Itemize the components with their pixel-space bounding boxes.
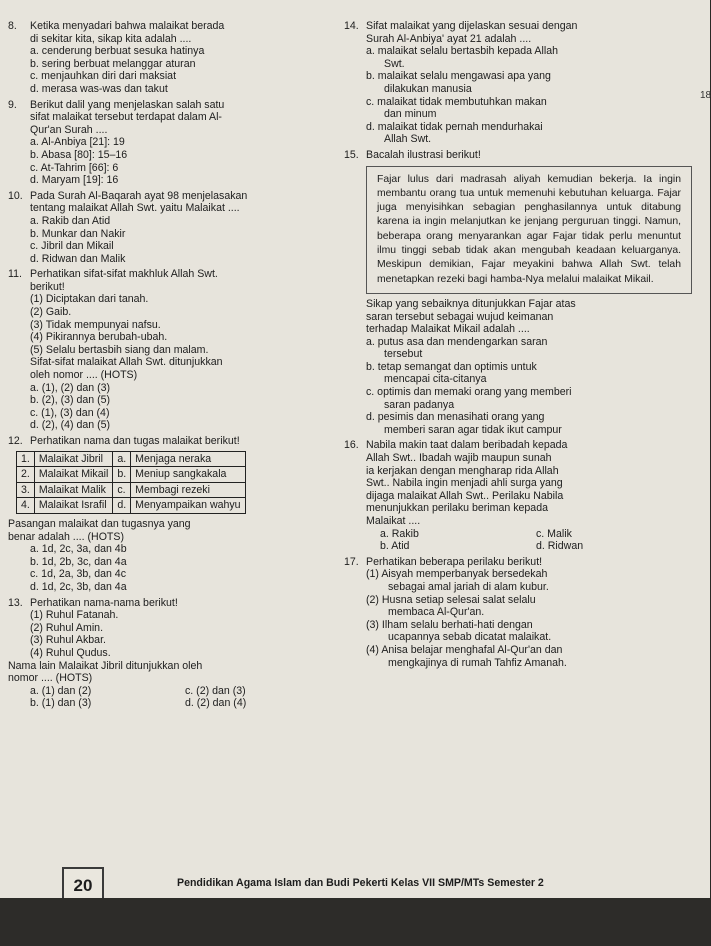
question-stem: Perhatikan nama dan tugas malaikat berikut! xyxy=(30,435,240,447)
option-b: b. Munkar dan Nakir xyxy=(30,227,126,240)
question-15 xyxy=(344,149,692,437)
question-stem: di sekitar kita, sikap kita adalah .... xyxy=(30,32,192,45)
option-a: a. (1), (2) dan (3) xyxy=(30,381,111,394)
question-stem: benar adalah .... (HOTS) xyxy=(8,530,124,543)
option-d: d. Ridwan dan Malik xyxy=(30,252,126,265)
option-a-cont: tersebut xyxy=(384,348,423,361)
table-cell: b. xyxy=(113,467,131,483)
table-row xyxy=(17,482,246,498)
question-stem: Sikap yang sebaiknya ditunjukkan Fajar atas xyxy=(366,297,576,310)
option-b: b. 1d, 2b, 3c, dan 4a xyxy=(30,555,127,568)
option-c: c. Malik xyxy=(536,527,572,540)
option-c-cont: dan minum xyxy=(384,108,437,121)
question-stem: Perhatikan beberapa perilaku berikut! xyxy=(366,555,543,568)
question-17 xyxy=(344,556,692,669)
question-stem: saran tersebut sebagai wujud keimanan xyxy=(366,310,554,323)
option-d: d. Ridwan xyxy=(536,540,584,553)
option-d: d. (2), (4) dan (5) xyxy=(30,419,111,432)
question-stem: Sifat-sifat malaikat Allah Swt. ditunjukkan xyxy=(30,356,223,369)
list-item: (1) Diciptakan dari tanah. xyxy=(30,293,149,306)
option-d: d. malaikat tidak pernah mendurhakai xyxy=(366,120,543,133)
table-cell: 1. xyxy=(17,451,35,467)
list-item-number: (1) xyxy=(366,568,379,581)
question-stem: Berikut dalil yang menjelaskan salah satu xyxy=(30,98,225,111)
page-footer xyxy=(62,867,622,895)
option-b-cont: mencapai cita-citanya xyxy=(384,373,487,386)
list-item: Ilham selalu berhati-hati dengan xyxy=(381,618,533,631)
question-stem: menunjukkan perilaku beriman kepada xyxy=(366,502,548,515)
question-stem: Nama lain Malaikat Jibril ditunjukkan oleh xyxy=(8,659,203,672)
question-stem: dijaga malaikat Allah Swt.. Perilaku Nabila xyxy=(366,489,564,502)
option-d: d. Maryam [19]: 16 xyxy=(30,174,119,187)
option-d-cont: memberi saran agar tidak ikut campur xyxy=(384,423,562,436)
right-column xyxy=(344,20,692,672)
list-item: Husna setiap selesai salat selalu xyxy=(381,593,536,606)
table-row xyxy=(17,451,246,467)
question-stem: Sifat malaikat yang dijelaskan sesuai dengan xyxy=(366,20,578,32)
option-a: a. Rakib dan Atid xyxy=(30,214,111,227)
question-number: 13. xyxy=(8,596,23,609)
footer-title: Pendidikan Agama Islam dan Budi Pekerti Kelas VII SMP/MTs Semester 2 xyxy=(177,877,544,889)
question-stem: nomor .... (HOTS) xyxy=(8,672,93,685)
option-b: b. sering berbuat melanggar aturan xyxy=(30,57,196,70)
table-cell: Menyampaikan wahyu xyxy=(131,498,245,514)
edge-page-mark: 18 xyxy=(700,90,711,101)
illustration-box: Fajar lulus dari madrasah aliyah kemudian bekerja. Ia ingin membantu orang tua untuk memenuhi kebutuhan keluarga. Fajar juga menyisihkan sebagian penghasilannya untuk ditabung karena ia ingin melanjutkan ke jenjang perguruan tinggi. Namun, beberapa orang menyarankan agar Fajar tidak perlu menuntut ilmu tinggi sebab tidak akan mengubah keadaan keluarganya. Meskipun demikian, Fajar meyakini bahwa Allah Swt. telah menetapkan rezeki bagi hamba-Nya melalui malaikat Mikail. xyxy=(366,166,692,294)
option-c: c. 1d, 2a, 3b, dan 4c xyxy=(30,568,127,581)
list-item-number: (2) xyxy=(366,593,379,606)
question-number: 15. xyxy=(344,148,359,161)
list-item: (3) Ruhul Akbar. xyxy=(30,634,106,647)
option-c: c. (1), (3) dan (4) xyxy=(30,406,110,419)
table-cell: Malaikat Israfil xyxy=(34,498,112,514)
option-b: b. malaikat selalu mengawasi apa yang xyxy=(366,70,551,83)
table-cell: a. xyxy=(113,451,131,467)
list-item: (4) Ruhul Qudus. xyxy=(30,646,111,659)
question-number: 14. xyxy=(344,20,359,32)
question-stem: berikut! xyxy=(30,280,65,293)
option-a: a. putus asa dan mendengarkan saran xyxy=(366,335,548,348)
question-stem: Pada Surah Al-Baqarah ayat 98 menjelasakan xyxy=(30,189,248,202)
question-stem: tentang malaikat Allah Swt. yaitu Malaikat .... xyxy=(30,202,240,215)
question-14 xyxy=(344,20,692,146)
list-item: (3) Tidak mempunyai nafsu. xyxy=(30,318,161,331)
question-stem: Qur'an Surah .... xyxy=(30,123,108,136)
list-item: (2) Gaib. xyxy=(30,306,72,319)
background-surface xyxy=(0,898,710,946)
question-stem: Pasangan malaikat dan tugasnya yang xyxy=(8,517,191,530)
list-item-cont: ucapannya sebab dicatat malaikat. xyxy=(388,631,552,644)
option-a: a. cenderung berbuat sesuka hatinya xyxy=(30,45,205,58)
table-cell: Malaikat Malik xyxy=(34,482,112,498)
option-c: c. At-Tahrim [66]: 6 xyxy=(30,161,119,174)
list-item: Anisa belajar menghafal Al-Qur'an dan xyxy=(381,643,563,656)
question-stem: ia kerjakan dengan mengharap rida Allah xyxy=(366,464,559,477)
question-number: 11. xyxy=(8,268,22,281)
table-cell: d. xyxy=(113,498,131,514)
option-d: d. merasa was-was dan takut xyxy=(30,82,168,95)
question-number: 12. xyxy=(8,435,23,447)
question-stem: terhadap Malaikat Mikail adalah .... xyxy=(366,323,530,336)
list-item-cont: sebagai amal jariah di alam kubur. xyxy=(388,580,549,593)
question-8 xyxy=(8,20,340,96)
option-a: a. (1) dan (2) xyxy=(30,684,92,697)
option-c: c. menjauhkan diri dari maksiat xyxy=(30,70,177,83)
option-a: a. Rakib xyxy=(380,527,419,540)
question-number: 16. xyxy=(344,439,359,452)
question-number: 17. xyxy=(344,555,359,568)
question-10 xyxy=(8,190,340,266)
option-c: c. (2) dan (3) xyxy=(185,684,246,697)
question-stem: Swt.. Nabila ingin menjadi ahli surga yang xyxy=(366,477,563,490)
table-row xyxy=(17,467,246,483)
table-cell: 3. xyxy=(17,482,35,498)
list-item: (4) Pikirannya berubah-ubah. xyxy=(30,331,168,344)
list-item-cont: mengkajinya di rumah Tahfiz Amanah. xyxy=(388,656,567,669)
question-stem: Malaikat .... xyxy=(366,515,421,527)
page-number: 20 xyxy=(62,867,104,905)
table-cell: Membagi rezeki xyxy=(131,482,245,498)
option-a-cont: Swt. xyxy=(384,57,405,70)
option-d: d. 1d, 2c, 3b, dan 4a xyxy=(30,580,127,593)
option-b: b. Abasa [80]: 15–16 xyxy=(30,148,128,161)
table-cell: Meniup sangkakala xyxy=(131,467,245,483)
list-item-number: (4) xyxy=(366,643,379,656)
question-number: 9. xyxy=(8,98,17,111)
question-stem: Perhatikan nama-nama berikut! xyxy=(30,596,178,609)
option-a: a. Al-Anbiya [21]: 19 xyxy=(30,136,125,149)
table-cell: Malaikat Jibril xyxy=(34,451,112,467)
table-row xyxy=(17,498,246,514)
table-cell: Malaikat Mikail xyxy=(34,467,112,483)
table-cell: c. xyxy=(113,482,131,498)
question-12 xyxy=(8,435,340,594)
option-c: c. Jibril dan Mikail xyxy=(30,240,114,253)
question-stem: oleh nomor .... (HOTS) xyxy=(30,369,138,382)
option-a: a. 1d, 2c, 3a, dan 4b xyxy=(30,543,127,556)
question-stem: Ketika menyadari bahwa malaikat berada xyxy=(30,20,225,32)
option-d-cont: Allah Swt. xyxy=(384,133,432,146)
list-item: (5) Selalu bertasbih siang dan malam. xyxy=(30,343,209,356)
question-11 xyxy=(8,268,340,432)
matching-table xyxy=(16,451,246,514)
option-b: b. tetap semangat dan optimis untuk xyxy=(366,360,537,373)
question-stem: Surah Al-Anbiya' ayat 21 adalah .... xyxy=(366,32,532,45)
question-9 xyxy=(8,99,340,187)
question-number: 10. xyxy=(8,189,23,202)
option-d: d. pesimis dan menasihati orang yang xyxy=(366,411,545,424)
list-item: (1) Ruhul Fatanah. xyxy=(30,609,119,622)
question-stem: Allah Swt.. Ibadah wajib maupun sunah xyxy=(366,452,552,465)
question-stem: sifat malaikat tersebut terdapat dalam Al- xyxy=(30,111,222,124)
question-number: 8. xyxy=(8,20,17,32)
option-b: b. (1) dan (3) xyxy=(30,697,92,710)
option-b: b. (2), (3) dan (5) xyxy=(30,394,111,407)
option-d: d. (2) dan (4) xyxy=(185,697,247,710)
list-item: Aisyah memperbanyak bersedekah xyxy=(381,568,548,581)
table-cell: 2. xyxy=(17,467,35,483)
option-c: c. malaikat tidak membutuhkan makan xyxy=(366,95,547,108)
list-item-number: (3) xyxy=(366,618,379,631)
question-stem: Bacalah ilustrasi berikut! xyxy=(366,148,481,161)
table-cell: 4. xyxy=(17,498,35,514)
list-item-cont: membaca Al-Qur'an. xyxy=(388,606,485,619)
question-13 xyxy=(8,597,340,710)
question-stem: Perhatikan sifat-sifat makhluk Allah Swt. xyxy=(30,268,218,281)
list-item: (2) Ruhul Amin. xyxy=(30,621,104,634)
left-column xyxy=(8,20,340,713)
option-b-cont: dilakukan manusia xyxy=(384,82,472,95)
option-c-cont: saran padanya xyxy=(384,398,455,411)
option-a: a. malaikat selalu bertasbih kepada Allah xyxy=(366,45,558,58)
option-b: b. Atid xyxy=(380,540,410,553)
table-cell: Menjaga neraka xyxy=(131,451,245,467)
option-c: c. optimis dan memaki orang yang memberi xyxy=(366,386,572,399)
question-stem: Nabila makin taat dalam beribadah kepada xyxy=(366,439,568,452)
question-16 xyxy=(344,439,692,552)
